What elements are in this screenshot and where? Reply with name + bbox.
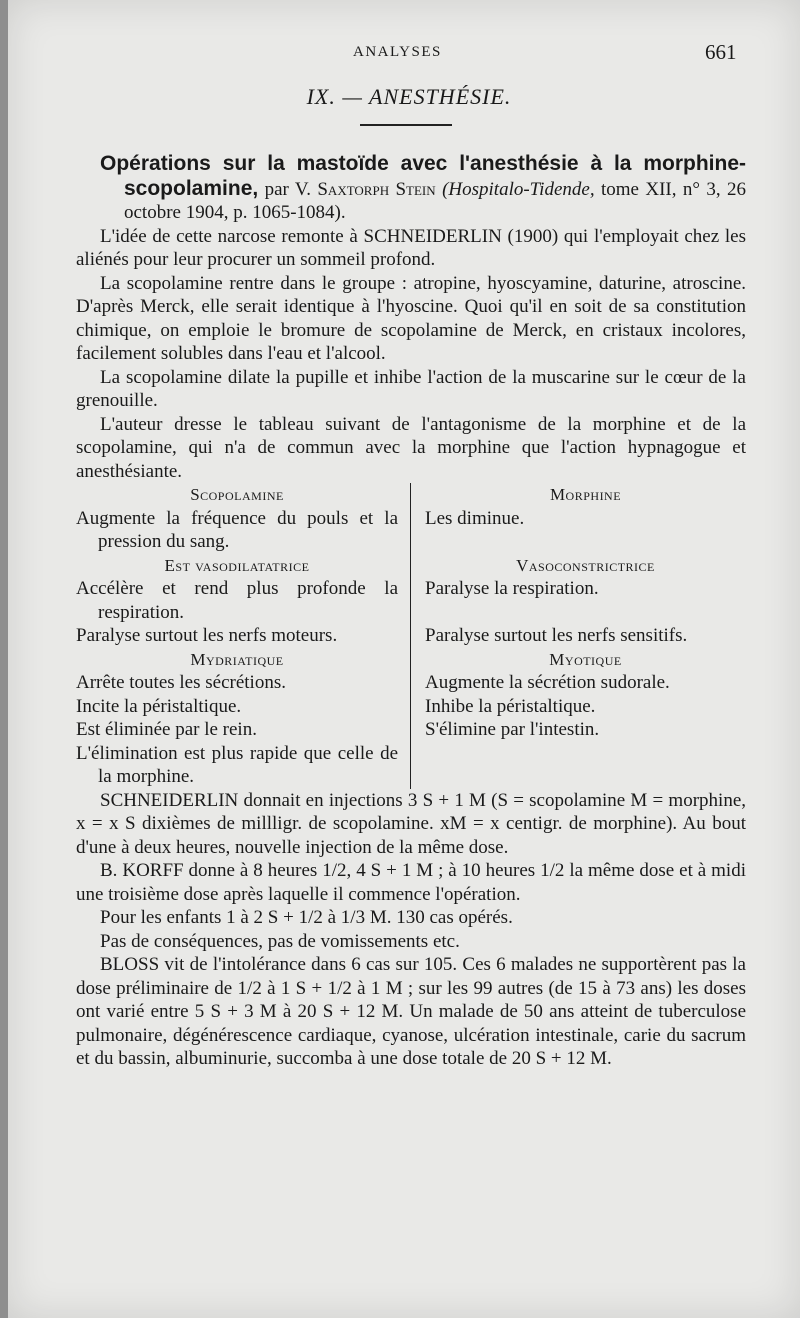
document-page bbox=[8, 0, 800, 1318]
table-cell: L'élimination est plus rapide que celle de la morphine. bbox=[76, 742, 398, 787]
article-title: Opérations sur la mastoïde avec l'anesthésie à la morphine-scopolamine, bbox=[100, 152, 746, 200]
table-cell: Paralyse surtout les nerfs sensitifs. bbox=[425, 625, 688, 646]
paragraph: B. KORFF donne à 8 heures 1/2, 4 S + 1 M ; à 10 heures 1/2 la même dose et à midi une troisième dose après laquelle il commence l'opération. bbox=[76, 860, 746, 905]
table-cell: Augmente la sécrétion sudorale. bbox=[425, 672, 670, 693]
paragraph: BLOSS vit de l'intolérance dans 6 cas sur 105. Ces 6 malades ne supportèrent pas la dose préliminaire de 1/2 à 1 S + 1/2 à 1 M ; sur les 99 autres (de 15 à 73 ans) les doses ont varié entre 5 S + 3 M à 20 S + 12 M. Un malade de 50 ans atteint de tuberculose pulmonaire, dégénérescence cardiaque, cyanose, ulcération intestinale, carie du sacrum et du bassin, albuminurie, succomba à une dose totale de 20 S + 12 M. bbox=[76, 954, 746, 1069]
table-header: Scopolamine bbox=[190, 485, 284, 504]
comparison-table bbox=[76, 483, 746, 789]
table-cell: Augmente la fréquence du pouls et la pression du sang. bbox=[76, 507, 398, 552]
article-body bbox=[76, 152, 746, 1071]
article-author: Saxtorph Stein bbox=[317, 178, 436, 200]
table-header: Myotique bbox=[549, 649, 622, 669]
paragraph: L'auteur dresse le tableau suivant de l'antagonisme de la morphine et de la scopolamine, qui n'a de commun avec la morphine que l'action hypnagogue et anesthésiante. bbox=[76, 413, 746, 482]
paragraph: Pas de conséquences, pas de vomissements etc. bbox=[100, 930, 460, 952]
table-cell: Arrête toutes les sécrétions. bbox=[76, 672, 286, 693]
table-header: Vasoconstrictrice bbox=[516, 555, 655, 575]
table-cell: Accélère et rend plus profonde la respiration. bbox=[76, 578, 398, 623]
paragraph: SCHNEIDERLIN donnait en injections 3 S + 1 M (S = scopolamine M = morphine, x = x S dixièmes de millligr. de scopolamine. xM = x centigr. de morphine). Au bout d'une à deux heures, nouvelle injection de la même dose. bbox=[76, 789, 746, 858]
table-cell: S'élimine par l'intestin. bbox=[425, 719, 600, 740]
table-column-morphine bbox=[411, 483, 746, 789]
article-source-details: tome XII, n° 3, 26 octobre 1904, p. 1065-1084). bbox=[124, 178, 747, 223]
table-header: Mydriatique bbox=[190, 649, 284, 669]
table-spacer bbox=[425, 601, 746, 625]
paragraph: Pour les enfants 1 à 2 S + 1/2 à 1/3 M. 130 cas opérés. bbox=[100, 907, 513, 928]
table-spacer bbox=[425, 530, 746, 554]
article-byline-prefix: par V. bbox=[264, 178, 311, 200]
table-column-scopolamine bbox=[76, 483, 411, 789]
table-cell: Est éliminée par le rein. bbox=[76, 719, 257, 740]
table-cell: Inhibe la péristaltique. bbox=[425, 695, 596, 717]
paragraph: La scopolamine rentre dans le groupe : atropine, hyoscyamine, daturine, atroscine. D'après Merck, elle serait identique à l'hyoscine. Quoi qu'il en soit de sa constitution chimique, on emploie le bromure de scopolamine de Merck, en cristaux incolores, facilement solubles dans l'eau et l'alcool. bbox=[76, 272, 746, 364]
table-cell: Les diminue. bbox=[425, 507, 525, 529]
page-number: 661 bbox=[705, 40, 737, 64]
paragraph: La scopolamine dilate la pupille et inhibe l'action de la muscarine sur le cœur de la grenouille. bbox=[76, 366, 746, 411]
article-source: (Hospitalo-Tidende, bbox=[442, 178, 595, 200]
table-cell: Incite la péristaltique. bbox=[76, 695, 242, 717]
article-heading bbox=[100, 152, 746, 225]
table-cell: Paralyse surtout les nerfs moteurs. bbox=[76, 625, 338, 646]
paragraph: L'idée de cette narcose remonte à SCHNEIDERLIN (1900) qui l'employait chez les aliénés pour leur procurer un sommeil profond. bbox=[76, 225, 746, 270]
header-title: ANALYSES bbox=[353, 44, 442, 60]
section-title: IX. — ANESTHÉSIE. bbox=[306, 84, 512, 109]
table-cell: Paralyse la respiration. bbox=[425, 578, 599, 599]
running-header bbox=[8, 40, 800, 68]
table-header: Morphine bbox=[549, 485, 622, 504]
table-header: Est vasodilatatrice bbox=[164, 555, 310, 575]
section-rule bbox=[360, 124, 452, 126]
